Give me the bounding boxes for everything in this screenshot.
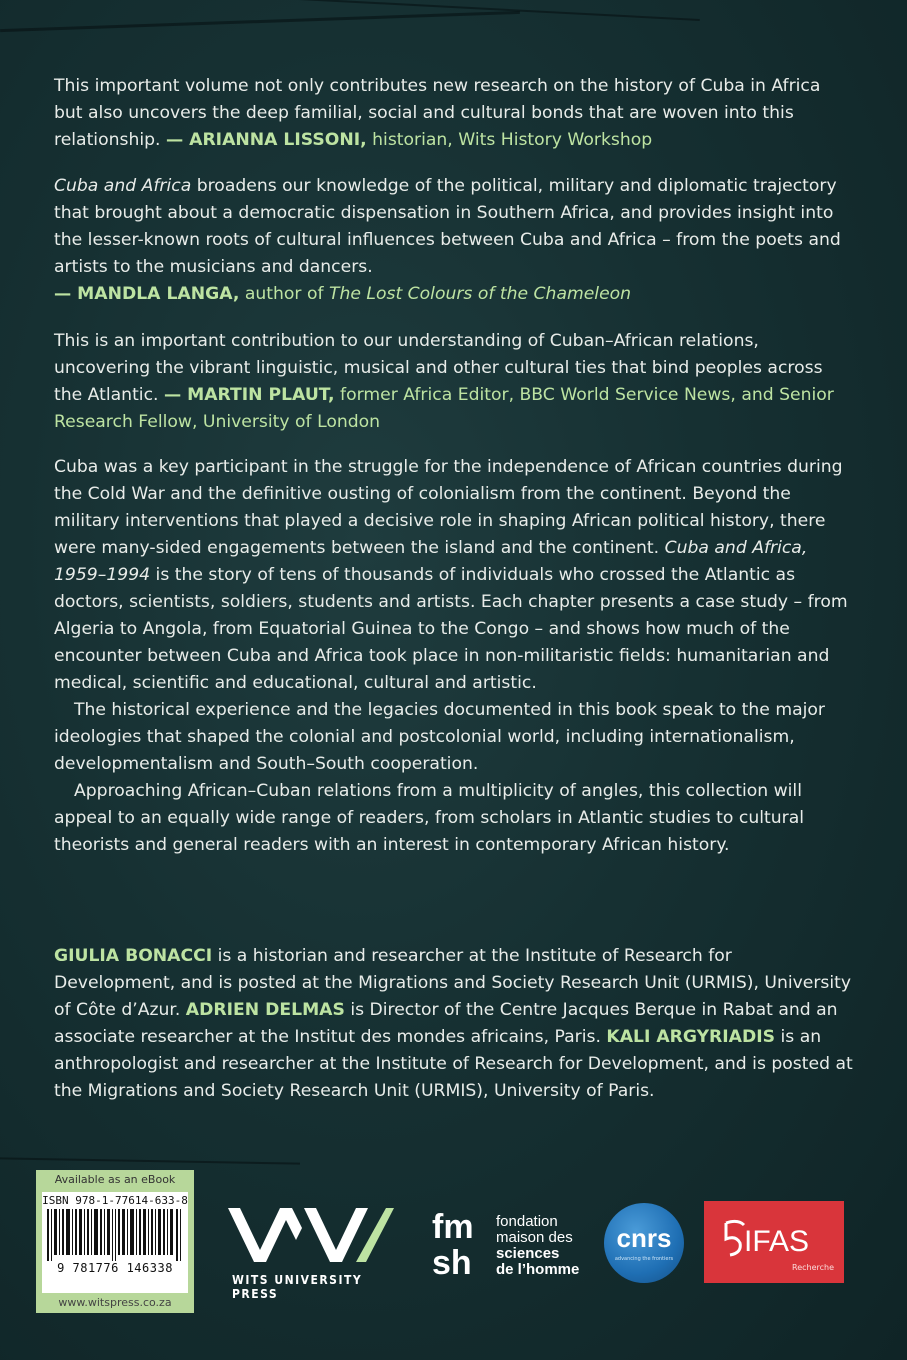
author-bio: is a historian and researcher at the Institute of Research for Development, and is posted at the Migrations and Society Research Unit (URMIS), University of Côte d’Azur. xyxy=(54,946,852,1020)
description-text: is the story of tens of thousands of individuals who crossed the Atlantic as doctors, scientists, soldiers, students and artists. Each chapter presents a case study – from Algeria to Angola, from Equatorial Guinea to the Congo – and shows how much of the encounter between Cuba and Africa took place in non-militaristic fields: humanitarian and medical, scientific and educational, cultural and artistic. xyxy=(54,565,848,693)
quote-lissoni xyxy=(54,73,854,154)
fmsh-line: maison des xyxy=(496,1229,573,1246)
fmsh-line: de l’homme xyxy=(496,1261,580,1278)
barcode-panel xyxy=(36,1170,194,1313)
publisher-url[interactable]: www.witspress.co.za xyxy=(36,1293,194,1313)
author-name: ADRIEN DELMAS xyxy=(185,1000,345,1020)
svg-text:fm: fm xyxy=(432,1208,474,1246)
cnrs-logo xyxy=(604,1203,684,1283)
svg-text:sh: sh xyxy=(432,1244,472,1278)
ifas-logo xyxy=(704,1201,844,1283)
description-text: Cuba was a key participant in the struggle for the independence of African countries during the Cold War and the definitive ousting of colonialism from the continent. Beyond the military interventions that played a decisive role in shaping African political history, there were many-sided engagements between the island and the continent. xyxy=(54,457,843,558)
wits-logo-icon xyxy=(226,1200,396,1265)
author-bio: is Director of the Centre Jacques Berque in Rabat and an associate researcher at the Institut des mondes africains, Paris. xyxy=(54,1000,838,1047)
quote-attribution-role: former Africa Editor, BBC World Service News, and Senior Research Fellow, University of London xyxy=(54,385,834,432)
isbn-text: ISBN 978-1-77614-633-8 xyxy=(42,1194,188,1207)
quote-attribution-role: historian, Wits History Workshop xyxy=(372,130,653,150)
quote-text: This is an important contribution to our understanding of Cuban–African relations, uncovering the vibrant linguistic, musical and other cultural ties that bind peoples across the Atlantic. xyxy=(54,331,823,405)
cnrs-tagline: advancing the frontiers xyxy=(614,1256,674,1262)
fmsh-line: sciences xyxy=(496,1245,560,1262)
quote-attribution-work: The Lost Colours of the Chameleon xyxy=(328,284,632,304)
quote-attribution-name: — MANDLA LANGA, xyxy=(54,284,240,304)
fmsh-logo xyxy=(430,1204,590,1284)
quote-langa xyxy=(54,173,854,308)
description-paragraph: The historical experience and the legacies documented in this book speak to the major ideologies that shaped the colonial and postcolonial world, including internationalism, developmentalism and South–South cooperation. xyxy=(54,700,825,774)
fmsh-mark-icon xyxy=(430,1204,490,1278)
author-bio: is an anthropologist and researcher at the Institute of Research for Development, and is posted at the Migrations and Society Research Unit (URMIS), University of Paris. xyxy=(54,1027,853,1101)
fmsh-line: fondation xyxy=(496,1213,558,1230)
barcode-icon xyxy=(45,1209,185,1261)
quote-text: This important volume not only contributes new research on the history of Cuba in Africa but also uncovers the deep familial, social and cultural bonds that are woven into this relationship. xyxy=(54,76,821,150)
quote-attribution-role: author of xyxy=(244,284,324,304)
quote-attribution-name: — ARIANNA LISSONI, xyxy=(165,130,367,150)
quote-attribution-name: — MARTIN PLAUT, xyxy=(163,385,335,405)
wits-press-logo xyxy=(226,1200,401,1301)
background-crack xyxy=(0,1157,300,1164)
barcode-number: 9 781776 146338 xyxy=(57,1261,173,1275)
author-name: KALI ARGYRIADIS xyxy=(606,1027,776,1047)
book-title: Cuba and Africa, 1959–1994 xyxy=(54,538,808,585)
ifas-wordmark: IFAS xyxy=(744,1225,810,1258)
quote-text: broadens our knowledge of the political, military and diplomatic trajectory that brought about a democratic dispensation in Southern Africa, and provides insight into the lesser-known roots of cultural influences between Cuba and Africa – from the poets and artists to the musicians and dancers. xyxy=(54,176,841,277)
book-title: Cuba and Africa xyxy=(54,176,192,196)
wits-press-label: WITS UNIVERSITY PRESS xyxy=(232,1273,363,1301)
book-description xyxy=(54,454,854,859)
author-bios xyxy=(54,943,854,1105)
author-name: GIULIA BONACCI xyxy=(54,946,213,966)
background-crack xyxy=(0,11,520,32)
ifas-subtitle: Recherche xyxy=(792,1263,835,1272)
description-paragraph: Approaching African–Cuban relations from a multiplicity of angles, this collection will appeal to an equally wide range of readers, from scholars in Atlantic studies to cultural theorists and general readers with an interest in contemporary African history. xyxy=(54,781,805,855)
cnrs-wordmark: cnrs xyxy=(616,1223,672,1253)
ebook-label: Available as an eBook xyxy=(36,1170,194,1192)
quote-plaut xyxy=(54,328,854,436)
